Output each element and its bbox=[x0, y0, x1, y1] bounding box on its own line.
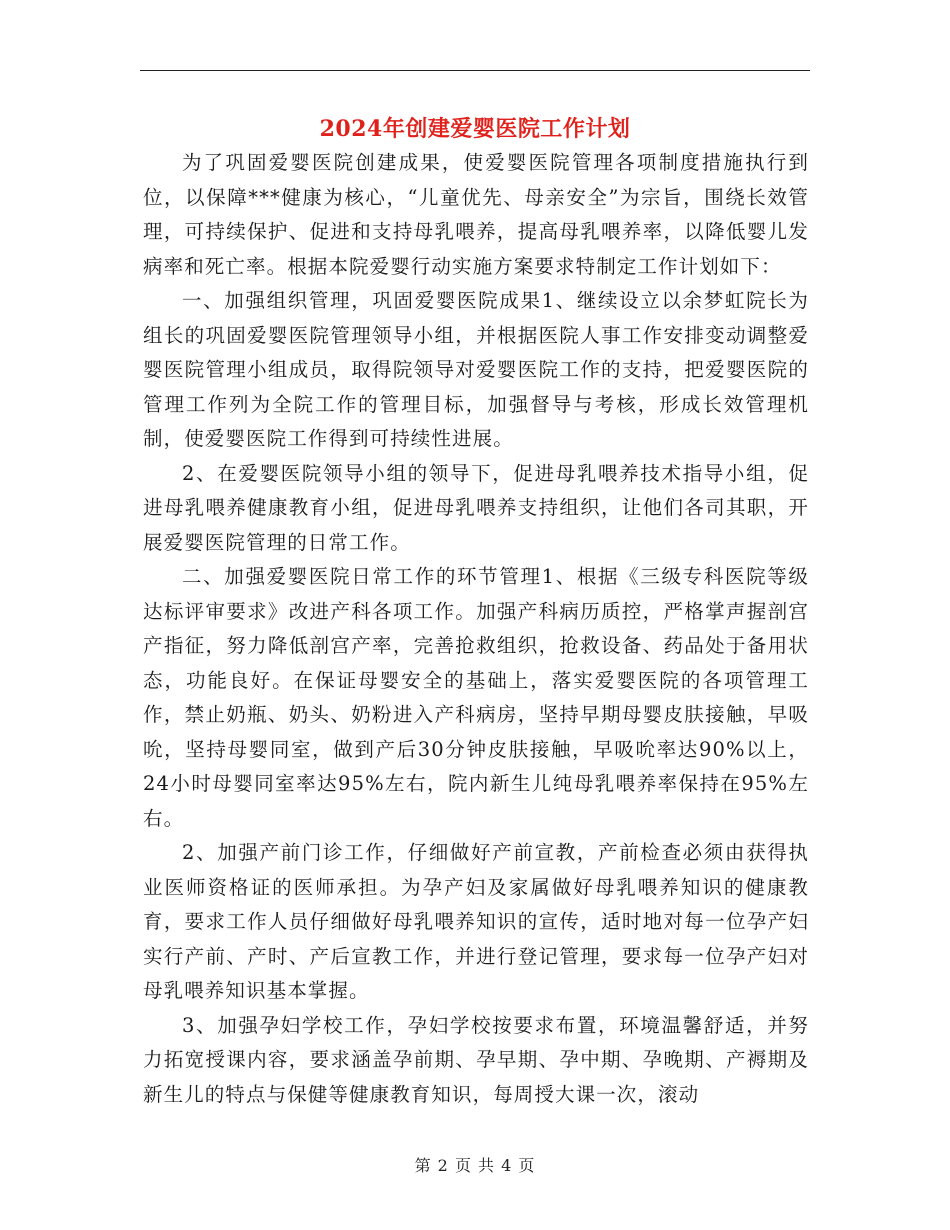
paragraph-section-2-item-2: 2、加强产前门诊工作，仔细做好产前宣教，产前检查必须由获得执业医师资格证的医师承担。为孕产妇及家属做好母乳喂养知识的健康教育，要求工作人员仔细做好母乳喂养知识的宣传，适时地对每一位孕产妇实行产前、产时、产后宣教工作，并进行登记管理，要求每一位孕产妇对母乳喂养知识基本掌握。 bbox=[143, 841, 809, 1002]
header-rule bbox=[140, 70, 810, 71]
document-title: 2024年创建爱婴医院工作计划 bbox=[319, 116, 631, 142]
page-number: 第 2 页 共 4 页 bbox=[414, 1156, 536, 1175]
paragraph-section-1: 一、加强组织管理，巩固爱婴医院成果1、继续设立以余梦虹院长为组长的巩固爱婴医院管理领导小组，并根据医院人事工作安排变动调整爱婴医院管理小组成员，取得院领导对爱婴医院工作的支持，把爱婴医院的管理工作列为全院工作的管理目标，加强督导与考核，形成长效管理机制，使爱婴医院工作得到可持续性进展。 bbox=[143, 289, 809, 450]
paragraph-intro: 为了巩固爱婴医院创建成果，使爱婴医院管理各项制度措施执行到位，以保障***健康为核心，“儿童优先、母亲安全”为宗旨，围绕长效管理，可持续保护、促进和支持母乳喂养，提高母乳喂养率，以降低婴儿发病率和死亡率。根据本院爱婴行动实施方案要求特制定工作计划如下： bbox=[143, 151, 809, 278]
document-body bbox=[143, 146, 809, 1112]
paragraph-section-2-item-3: 3、加强孕妇学校工作，孕妇学校按要求布置，环境温馨舒适，并努力拓宽授课内容，要求涵盖孕前期、孕早期、孕中期、孕晚期、产褥期及新生儿的特点与保健等健康教育知识，每周授大课一次，滚动 bbox=[143, 1013, 809, 1106]
paragraph-section-1-item-2: 2、在爱婴医院领导小组的领导下，促进母乳喂养技术指导小组，促进母乳喂养健康教育小组，促进母乳喂养支持组织，让他们各司其职，开展爱婴医院管理的日常工作。 bbox=[143, 461, 809, 554]
paragraph-section-2: 二、加强爱婴医院日常工作的环节管理1、根据《三级专科医院等级达标评审要求》改进产科各项工作。加强产科病历质控，严格掌声握剖宫产指征，努力降低剖宫产率，完善抢救组织，抢救设备、药品处于备用状态，功能良好。在保证母婴安全的基础上，落实爱婴医院的各项管理工作，禁止奶瓶、奶头、奶粉进入产科病房，坚持早期母婴皮肤接触，早吸吮，坚持母婴同室，做到产后30分钟皮肤接触，早吸吮率达90%以上，24小时母婴同室率达95%左右，院内新生儿纯母乳喂养率保持在95%左右。 bbox=[143, 565, 809, 830]
